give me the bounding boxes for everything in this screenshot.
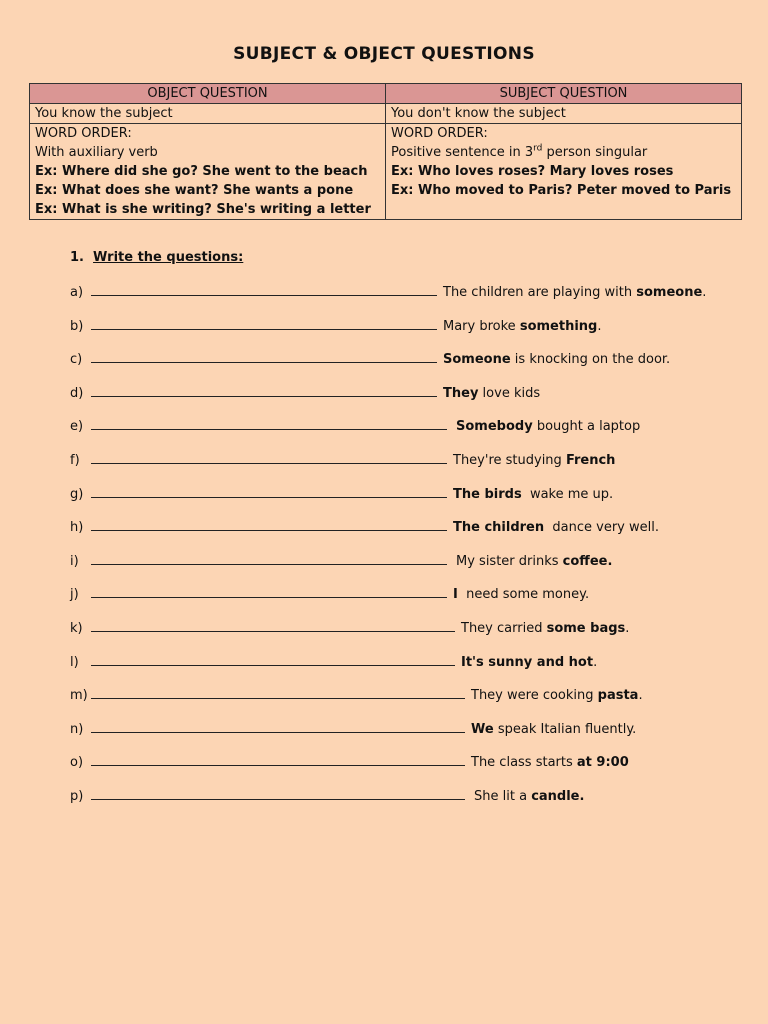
sentence-text: Mary broke — [443, 318, 520, 334]
answer-blank[interactable] — [91, 653, 455, 666]
answer-blank[interactable] — [91, 485, 447, 498]
subject-word-order-cell — [386, 124, 742, 220]
sentence-text: is knocking on the door. — [510, 352, 671, 368]
exercise-item — [70, 653, 597, 673]
item-letter: n) — [70, 721, 84, 737]
sentence-text: need some money. — [457, 587, 590, 603]
item-letter: h) — [70, 520, 84, 536]
answer-blank[interactable] — [91, 686, 465, 699]
subject-word-order: WORD ORDER: — [391, 126, 488, 141]
answer-blank[interactable] — [91, 585, 447, 598]
exercise-item — [70, 753, 629, 773]
object-word-order: WORD ORDER: — [35, 126, 132, 141]
answer-blank[interactable] — [91, 619, 455, 632]
sentence-bold-text: They — [443, 385, 479, 401]
object-example: Ex: What is she writing? She's writing a letter — [35, 202, 371, 217]
sentence-bold-text: something — [519, 318, 598, 334]
answer-blank[interactable] — [91, 417, 447, 430]
sentence-text: She lit a — [474, 789, 532, 804]
item-letter: p) — [70, 789, 84, 804]
sentence-text: The class starts — [471, 755, 577, 771]
answer-blank[interactable] — [91, 451, 447, 464]
subject-rule: Positive sentence in 3rd person singular — [391, 143, 648, 160]
answer-blank[interactable] — [91, 753, 465, 766]
item-letter: i) — [70, 553, 79, 569]
item-letter: a) — [70, 285, 84, 300]
exercise-item — [70, 585, 589, 605]
sentence-text: The children are playing with — [443, 285, 637, 300]
object-word-order-cell — [30, 124, 386, 220]
item-letter: d) — [70, 385, 84, 401]
sentence-bold-text: I — [453, 587, 458, 603]
sentence-text: They're studying — [453, 453, 566, 468]
subject-subject-line: You don't know the subject — [386, 104, 742, 124]
item-letter: k) — [70, 621, 83, 636]
answer-blank[interactable] — [91, 518, 447, 531]
rules-table — [29, 83, 742, 220]
item-letter: j) — [70, 587, 79, 603]
sentence-bold-text: French — [565, 453, 616, 468]
sentence-bold-text: coffee. — [562, 553, 613, 569]
item-letter: e) — [70, 419, 84, 435]
answer-blank[interactable] — [91, 720, 465, 733]
sentence-bold-text: candle. — [531, 789, 585, 804]
exercise-item — [70, 283, 706, 303]
exercise-instruction: Write the questions: — [93, 250, 244, 265]
sentence-text: . — [638, 688, 643, 704]
item-letter: l) — [70, 654, 79, 670]
exercise-item — [70, 485, 613, 505]
item-letter: o) — [70, 755, 84, 771]
item-letter: g) — [70, 486, 84, 502]
sentence-bold-text: The children — [453, 520, 545, 536]
subject-question-header: SUBJECT QUESTION — [386, 84, 742, 104]
sentence-text: . — [702, 285, 707, 300]
sentence-bold-text: The birds — [453, 486, 522, 502]
exercise-item — [70, 350, 670, 370]
sentence-bold-text: someone — [636, 285, 703, 300]
object-rule: With auxiliary verb — [35, 145, 158, 160]
sentence-bold-text: at 9:00 — [576, 755, 629, 771]
exercise-item — [70, 417, 640, 437]
exercise-item — [70, 720, 636, 740]
sentence-text: . — [625, 621, 630, 636]
sentence-bold-text: It's sunny and hot — [461, 654, 594, 670]
exercise-item — [70, 518, 659, 538]
sentence-text: speak Italian fluently. — [493, 721, 637, 737]
sentence-bold-text: Somebody — [456, 419, 533, 435]
page-title: SUBJECT & OBJECT QUESTIONS — [233, 44, 535, 64]
exercise-item — [70, 552, 612, 572]
subject-example: Ex: Who loves roses? Mary loves roses — [391, 164, 674, 179]
sentence-text: . — [597, 318, 602, 334]
answer-blank[interactable] — [91, 787, 465, 800]
exercise-heading: 1. Write the questions: — [70, 250, 244, 265]
sentence-text: bought a laptop — [532, 419, 641, 435]
answer-blank[interactable] — [91, 384, 437, 397]
answer-blank[interactable] — [91, 350, 437, 363]
sentence-text: . — [593, 654, 598, 670]
exercise-item — [70, 384, 540, 404]
object-example: Ex: Where did she go? She went to the beach — [35, 164, 368, 179]
item-letter: f) — [70, 453, 80, 468]
answer-blank[interactable] — [91, 552, 447, 565]
answer-blank[interactable] — [91, 317, 437, 330]
object-subject-line: You know the subject — [30, 104, 386, 124]
item-letter: m) — [70, 688, 88, 704]
object-question-header: OBJECT QUESTION — [30, 84, 386, 104]
item-letter: b) — [70, 318, 84, 334]
exercise-item — [70, 686, 643, 706]
answer-blank[interactable] — [91, 283, 437, 296]
sentence-text: dance very well. — [544, 520, 659, 536]
object-example: Ex: What does she want? She wants a pone — [35, 183, 354, 198]
exercise-item — [70, 787, 584, 807]
sentence-bold-text: We — [471, 721, 494, 737]
sentence-bold-text: some bags — [546, 621, 626, 636]
sentence-text: love kids — [478, 385, 541, 401]
sentence-bold-text: pasta — [597, 688, 639, 704]
sentence-text: They were cooking — [471, 688, 598, 704]
sentence-text: My sister drinks — [456, 553, 563, 569]
exercise-item — [70, 317, 602, 337]
exercise-item — [70, 619, 629, 639]
exercise-item — [70, 451, 615, 471]
item-letter: c) — [70, 352, 83, 368]
sentence-bold-text: Someone — [443, 352, 511, 368]
sentence-text: wake me up. — [521, 486, 614, 502]
subject-example: Ex: Who moved to Paris? Peter moved to Paris — [391, 183, 732, 198]
sentence-text: They carried — [461, 621, 547, 636]
